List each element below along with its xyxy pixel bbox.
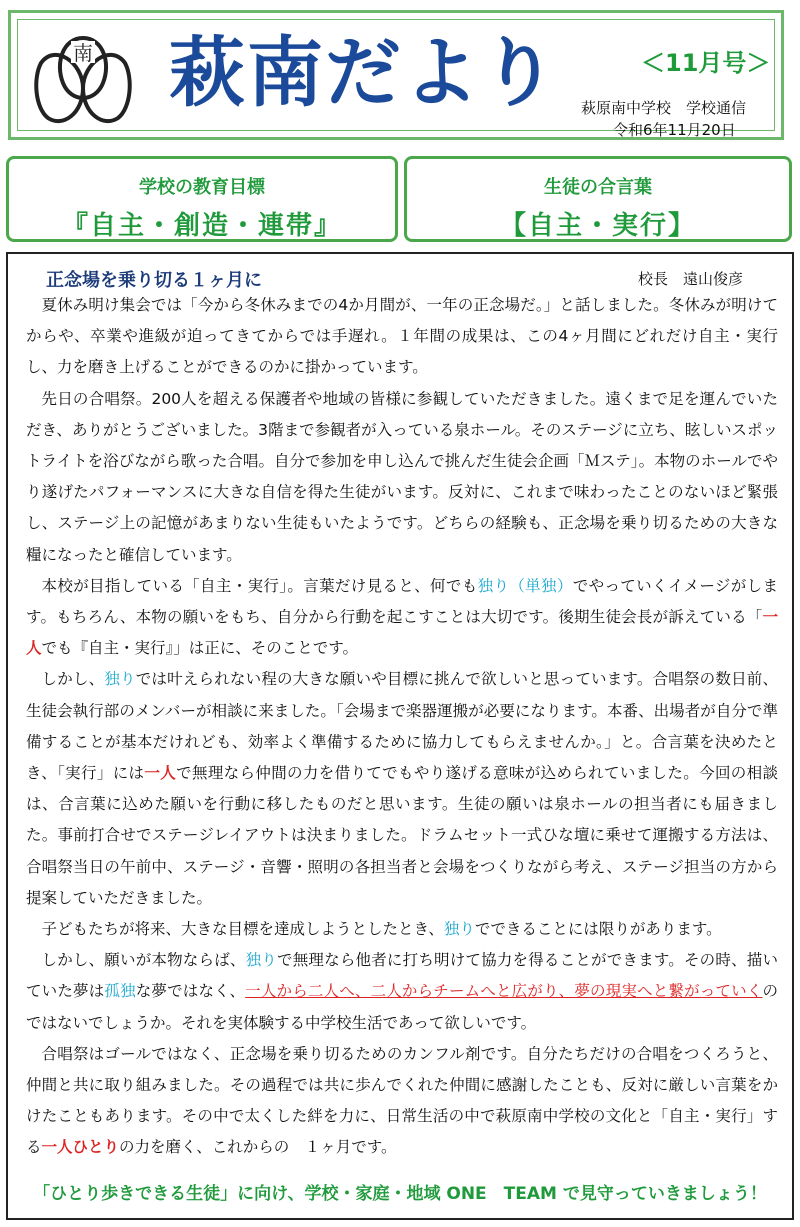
school-goal-box — [6, 156, 398, 242]
issue-date: 令和6年11月20日 — [613, 121, 736, 139]
student-motto-title: 生徒の合言葉 — [544, 177, 652, 198]
closing-slogan: 「ひとり歩きできる生徒」に向け、学校・家庭・地域 ONE TEAM で見守っていきましょう！ — [33, 1184, 767, 1204]
masthead — [8, 10, 784, 140]
emblem-character: 南 — [73, 41, 93, 65]
paragraph-2: 先日の合唱祭。200人を超える保護者や地域の皆様に参観していただきました。遠くまで足を運んでいただき、ありがとうございました。3階まで参観者が入っている泉ホール。そのステージに立ち、眩しいスポットライトを浴びながら歌った合唱。自分で参加を申し込んで挑んだ生徒会企画「Ｍステ」。本物のホールでやり遂げたパフォーマンスに大きな自信を得た生徒がいます。反対に、これまで味わったことのないほど緊張し、ステージ上の記憶があまりない生徒もいたようです。どちらの経験も、正念場を乗り切るための大きな糧になったと確信しています。 — [26, 389, 778, 564]
article-headline: 正念場を乗り切る１ヶ月に — [46, 270, 262, 291]
school-goal-text: 『自主・創造・連帯』 — [61, 211, 342, 241]
paragraph-5: 子どもたちが将来、大きな目標を達成しようとしたとき、独りでできることには限りがあります。 — [41, 920, 722, 939]
paragraph-6: しかし、願いが本物ならば、独りで無理なら他者に打ち明けて協力を得ることができます。その時、描いていた夢は孤独な夢ではなく、一人から二人へ、二人からチームへと広がり、夢の現実へと繋がっていくのではないでしょうか。それを実体験する中学校生活であって欲しいです。 — [26, 951, 778, 1032]
newsletter-title: 萩南だより — [169, 28, 559, 117]
student-motto-box — [404, 156, 792, 242]
article-body — [26, 290, 778, 1164]
article-author: 校長 遠山俊彦 — [638, 270, 744, 288]
student-motto-text: 【自主・実行】 — [499, 211, 696, 241]
school-name: 萩原南中学校 学校通信 — [581, 99, 747, 117]
school-goal-title: 学校の教育目標 — [139, 177, 265, 198]
paragraph-3: 本校が目指している「自主・実行」。言葉だけ見ると、何でも独り（単独）でやっていくイメージがします。もちろん、本物の願いをもち、自分から行動を起こすことは大切です。後期生徒会長が訴えている「一人でも『自主・実行』」は正に、そのことです。 — [26, 576, 778, 658]
principal-article — [6, 252, 794, 1220]
school-emblem-icon — [33, 33, 133, 133]
paragraph-7: 合唱祭はゴールではなく、正念場を乗り切るためのカンフル剤です。自分たちだけの合唱をつくろうと、仲間と共に取り組みました。その過程では共に歩んでくれた仲間に感謝したことも、反対に厳しい言葉をかけたこともあります。その中で太くした絆を力に、日常生活の中で萩原南中学校の文化と「自主・実行」する一人ひとりの力を磨く、これからの １ヶ月です。 — [26, 1044, 778, 1157]
paragraph-4: しかし、独りでは叶えられない程の大きな願いや目標に挑んで欲しいと思っています。合唱祭の数日前、生徒会執行部のメンバーが相談に来ました。「会場まで楽器運搬が必要になります。本番、出場者が自分で準備することが基本だけれども、効率よく準備するために協力してもらえませんか。」と。合言葉を決めたとき、「実行」には一人で無理なら仲間の力を借りてでもやり遂げる意味が込められていました。今回の相談は、合言葉に込めた願いを行動に移したものだと思います。生徒の願いは泉ホールの担当者にも届きました。事前打合せでステージレイアウトは決まりました。ドラムセット一式ひな壇に乗せて運搬する方法は、合唱祭当日の午前中、ステージ・音響・照明の各担当者と会場をつくりながら考え、ステージ担当の方から提案していただきました。 — [26, 670, 778, 907]
issue-label: ＜11月号＞ — [641, 49, 771, 77]
paragraph-1: 夏休み明け集会では「今から冬休みまでの4か月間が、一年の正念場だ。」と話しました。冬休みが明けてからや、卒業や進級が迫ってきてからでは手遅れ。１年間の成果は、この4ヶ月間にどれだけ自主・実行し、力を磨き上げることができるのかに掛かっています。 — [26, 296, 778, 377]
